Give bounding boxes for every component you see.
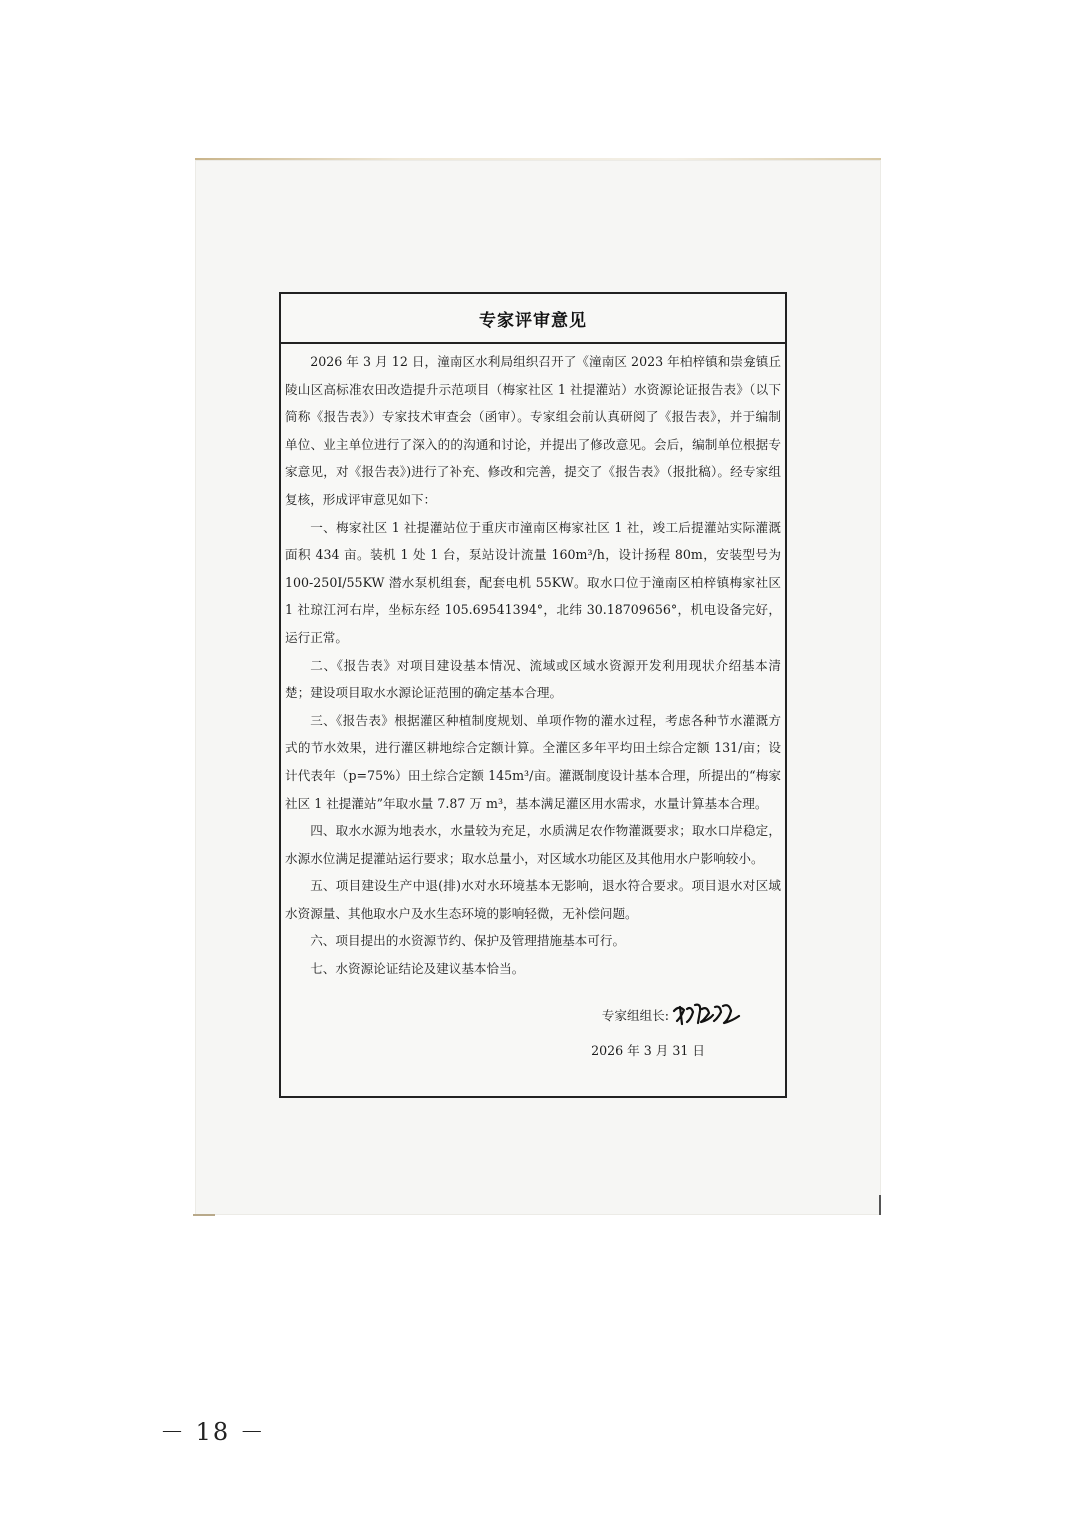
handwritten-signature: [671, 997, 745, 1031]
paragraph-1: 一、梅家社区 1 社提灌站位于重庆市潼南区梅家社区 1 社，竣工后提灌站实际灌溉面积 434 亩。装机 1 处 1 台，泵站设计流量 160m³/h，设计扬程 80m，安装型号为 100-250I/55KW 潜水泵机组套，配套电机 55KW。取水口位于潼南区柏梓镇梅家社区 1 社琼江河右岸，坐标东经 105.69541394°，北纬 30.18709656°，机电设备完好，运行正常。: [285, 519, 781, 645]
opinion-body: [281, 344, 785, 983]
signature-row: [281, 996, 785, 1032]
page-number: － 18 －: [160, 1418, 266, 1446]
expert-opinion-box: [279, 292, 787, 1098]
paragraph-4: 四、取水水源为地表水，水量较为充足，水质满足农作物灌溉要求；取水口岸稳定，水源水位满足提灌站运行要求；取水总量小，对区域水功能区及其他用水户影响较小。: [285, 823, 781, 866]
paragraph-5: 五、项目建设生产中退(排)水对水环境基本无影响，退水符合要求。项目退水对区域水资源量、其他取水户及水生态环境的影响轻微，无补偿问题。: [285, 878, 781, 921]
signature-date: 2026 年 3 月 31 日: [591, 1043, 705, 1058]
paragraph-3: 三、《报告表》根据灌区种植制度规划、单项作物的灌水过程，考虑各种节水灌溉方式的节水效果，进行灌区耕地综合定额计算。全灌区多年平均田土综合定额 131/亩；设计代表年（p=75%）田土综合定额 145m³/亩。灌溉制度设计基本合理，所提出的“梅家社区 1 社提灌站”年取水量 7.87 万 m³，基本满足灌区用水需求，水量计算基本合理。: [285, 712, 781, 811]
paragraph-7: 七、水资源论证结论及建议基本恰当。: [310, 961, 525, 977]
opinion-title: 专家评审意见: [281, 294, 785, 344]
scan-edge-bottom: [193, 1214, 215, 1216]
paragraph-2: 二、《报告表》对项目建设基本情况、流域或区域水资源开发利用现状介绍基本清楚；建设项目取水水源论证范围的确定基本合理。: [285, 657, 781, 701]
paragraph-6: 六、项目提出的水资源节约、保护及管理措施基本可行。: [310, 933, 626, 949]
paragraph-intro: 2026 年 3 月 12 日，潼南区水利局组织召开了《潼南区 2023 年柏梓镇和崇龛镇丘陵山区高标准农田改造提升示范项目（梅家社区 1 社提灌站）水资源论证报告表》（以下简称《报告表》）专家技术审查会（函审）。专家组会前认真研阅了《报告表》，并于编制单位、业主单位进行了深入的的沟通和讨论，并提出了修改意见。会后，编制单位根据专家意见，对《报告表》)进行了补充、修改和完善，提交了《报告表》（报批稿）。经专家组复核，形成评审意见如下：: [285, 354, 781, 507]
scan-edge-right: [879, 1195, 881, 1215]
signature-label: 专家组组长:: [601, 1007, 669, 1023]
